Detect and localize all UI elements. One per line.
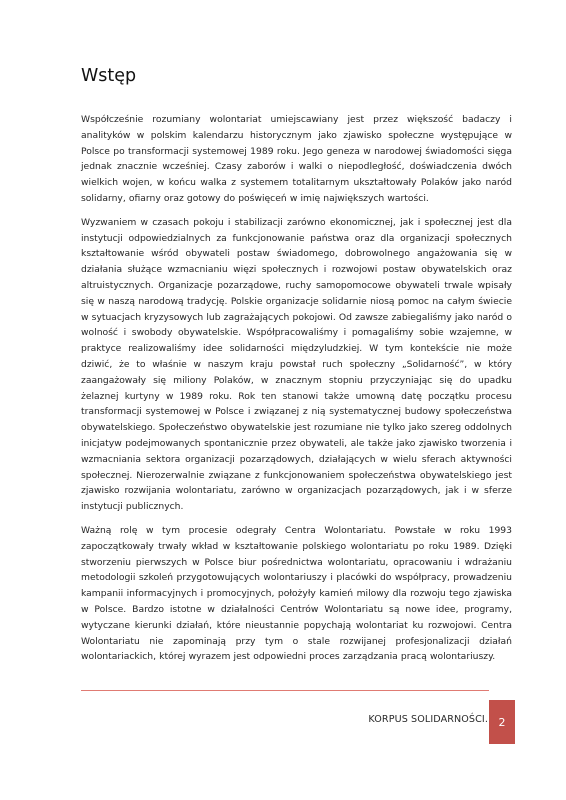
page-title: Wstęp (81, 66, 137, 86)
paragraph-3: Ważną rolę w tym procesie odegrały Centra Wolontariatu. Powstałe w roku 1993 zapoczątkowały trwały wkład w kształtowanie polskiego wolontariatu po roku 1989. Dzięki stworzeniu pierwszych w Polsce biur pośrednictwa wolontariatu, opracowaniu i wdrażaniu metodologii szkoleń przygotowujących wolontariuszy i placówki do współpracy, prowadzeniu kampanii informacyjnych i promocyjnych, położyły kamień milowy dla rozwoju tego zjawiska w Polsce. Bardzo istotne w działalności Centrów Wolontariatu są nowe idee, programy, wytyczane kierunki działań, które nieustannie popychają wolontariat ku rozwojowi. Centra Wolontariatu nie zapominają przy tym o stale rozwijanej profesjonalizacji działań wolontariackich, której wyrazem jest odpowiedni proces zarządzania pracą wolontariuszy. (81, 524, 512, 663)
paragraph-2: Wyzwaniem w czasach pokoju i stabilizacji zarówno ekonomicznej, jak i społecznej jest dla instytucji odpowiedzialnych za funkcjonowanie państwa oraz dla organizacji społecznych kształtowanie wśród obywateli postaw świadomego, dobrowolnego angażowania się w działania służące wzmacnianiu więzi społecznych i rozwojowi postaw obywatelskich oraz altruistycznych. Organizacje pozarządowe, ruchy samopomocowe obywateli trwale wpisały się w naszą narodową tradycję. Polskie organizacje solidarnie niosą pomoc na całym świecie w sytuacjach kryzysowych lub zagrażających pokojowi. Od zawsze zabiegaliśmy jako naród o wolność i swobody obywatelskie. Współpracowaliśmy i pomagaliśmy sobie wzajemne, w praktyce realizowaliśmy idee solidarności międzyludzkiej. W tym kontekście nie może dziwić, że to właśnie w naszym kraju powstał ruch społeczny „Solidarność”, w który zaangażowały się miliony Polaków, w znacznym stopniu przyczyniając się do upadku żelaznej kurtyny w 1989 roku. Rok ten stanowi także umowną datę początku procesu transformacji systemowej w Polsce i związanej z nią systematycznej budowy społeczeństwa obywatelskiego. Społeczeństwo obywatelskie jest rozumiane nie tylko jako szereg oddolnych inicjatyw podejmowanych spontanicznie przez obywateli, ale także jako zjawisko tworzenia i wzmacniania sektora organizacji pozarządowych, działających w wielu sferach aktywności społecznej. Nierozerwalnie związane z funkcjonowaniem społeczeństwa obywatelskiego jest zjawisko rozwijania wolontariatu, zarówno w organizacjach pozarządowych, jak i w sferze instytucji publicznych. (81, 216, 512, 513)
body-text (81, 112, 512, 673)
footer-label: KORPUS SOLIDARNOŚCI. (368, 714, 488, 725)
page-number-box (489, 700, 515, 744)
page-number: 2 (498, 715, 506, 729)
footer-divider (81, 690, 489, 691)
paragraph-1: Współcześnie rozumiany wolontariat umiejscawiany jest przez większość badaczy i analityków w polskim kalendarzu historycznym jako zjawisko społeczne występujące w Polsce po transformacji systemowej 1989 roku. Jego geneza w narodowej świadomości sięga jednak znacznie wcześniej. Czasy zaborów i walki o niepodległość, doświadczenia dwóch wielkich wojen, w końcu walka z systemem totalitarnym ukształtowały Polaków jako naród solidarny, ofiarny oraz gotowy do poświęceń w imię największych wartości. (81, 114, 512, 204)
